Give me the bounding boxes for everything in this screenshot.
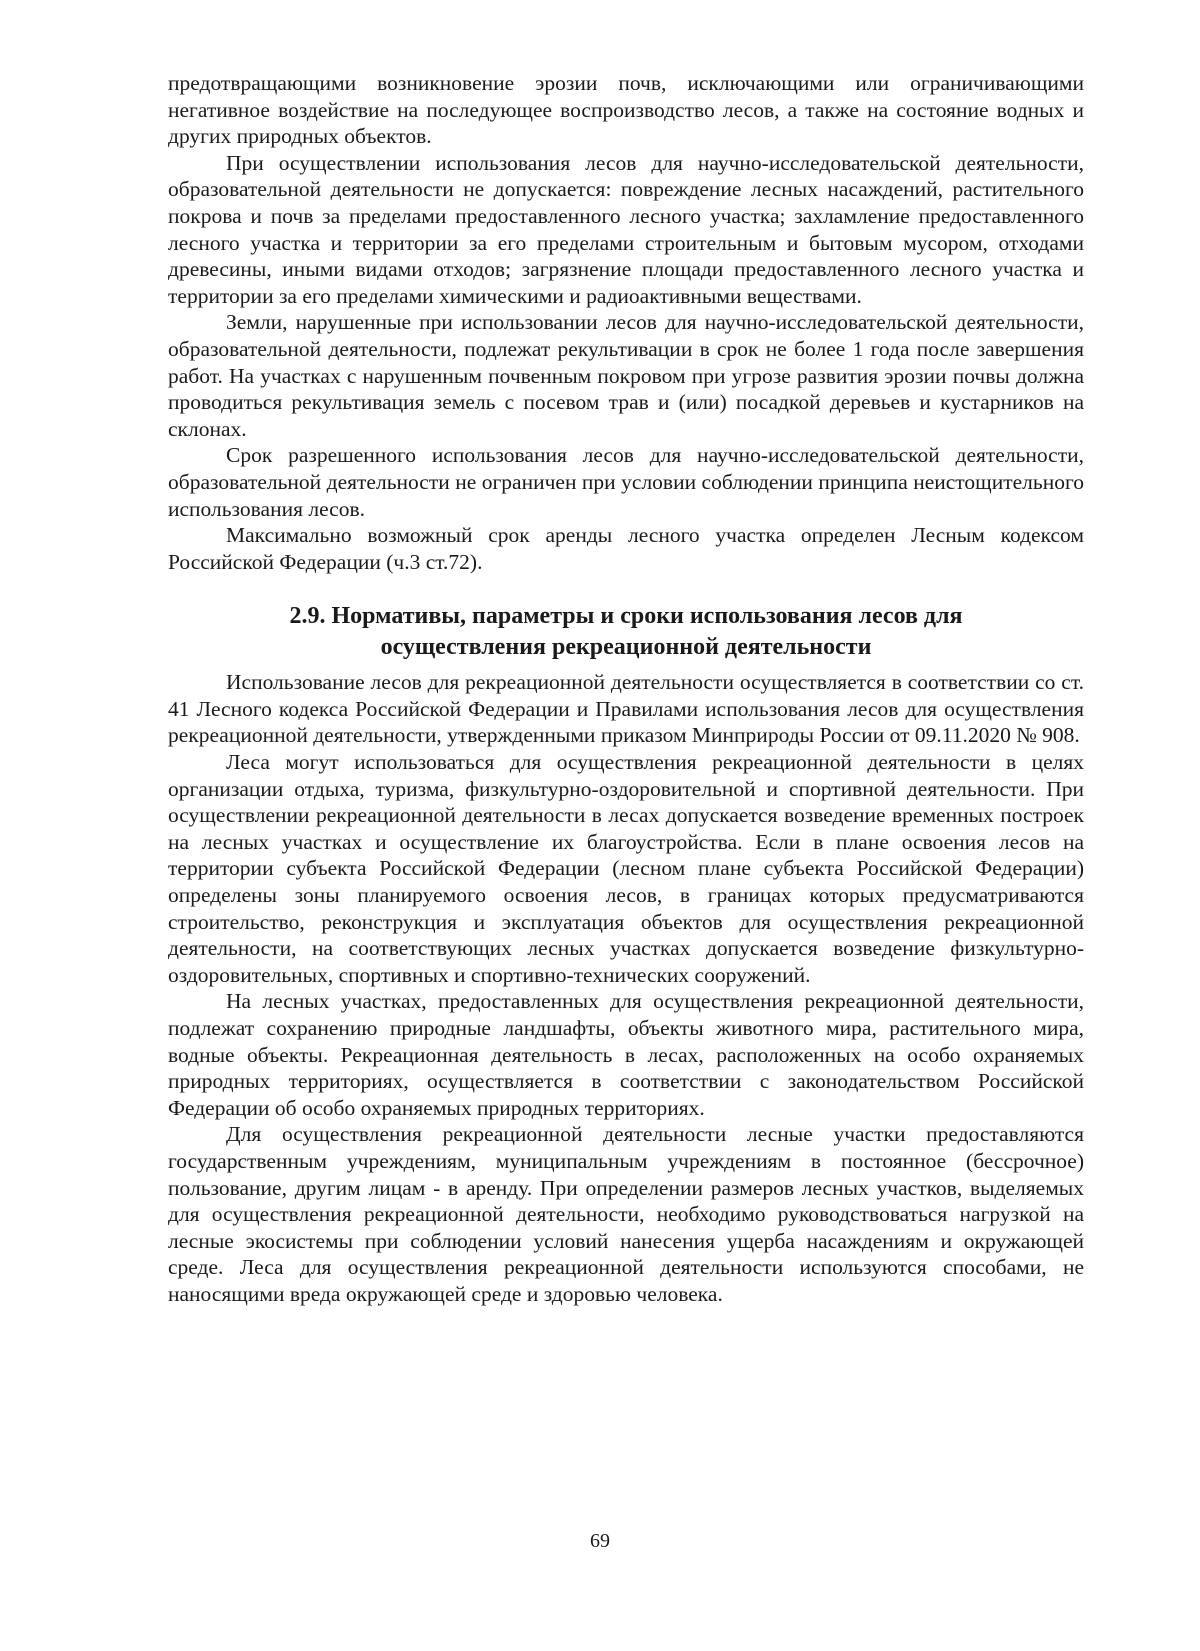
paragraph-recreational-purposes: Леса могут использоваться для осуществления рекреационной деятельности в целях организации отдыха, туризма, физкультурно-оздоровительной и спортивной деятельности. При осуществлении рекреационной деятельности в лесах допускается возведение временных построек на лесных участках и осуществление их благоустройства. Если в плане освоения лесов на территории субъекта Российской Федерации (лесном плане субъекта Российской Федерации) определены зоны планируемого освоения лесов, в границах которых предусматриваются строительство, реконструкция и эксплуатация объектов для осуществления рекреационной деятельности, на соответствующих лесных участках допускается возведение физкультурно-оздоровительных, спортивных и спортивно-технических сооружений. — [168, 750, 1084, 987]
paragraph-plot-provision: Для осуществления рекреационной деятельности лесные участки предоставляются государственным учреждениям, муниципальным учреждениям в постоянное (бессрочное) пользование, другим лицам - в аренду. При определении размеров лесных участков, выделяемых для осуществления рекреационной деятельности, необходимо руководствоваться нагрузкой на лесные экосистемы при соблюдении условий нанесения ущерба насаждениям и окружающей среде. Леса для осуществления рекреационной деятельности используются способами, не наносящими вреда окружающей среде и здоровью человека. — [168, 1122, 1084, 1306]
paragraph-recreational-basis: Использование лесов для рекреационной деятельности осуществляется в соответствии со ст. 41 Лесного кодекса Российской Федерации и Правилами использования лесов для осуществления рекреационной деятельности, утвержденными приказом Минприроды России от 09.11.2020 № 908. — [168, 670, 1084, 748]
section-heading — [168, 601, 1084, 663]
paragraph-lease-term: Максимально возможный срок аренды лесного участка определен Лесным кодексом Российской Федерации (ч.3 ст.72). — [168, 523, 1084, 574]
document-page — [168, 70, 1084, 1308]
paragraph-land-recultivation: Земли, нарушенные при использовании лесов для научно-исследовательской деятельности, образовательной деятельности, подлежат рекультивации в срок не более 1 года после завершения работ. На участках с нарушенным почвенным покровом при угрозе развития эрозии почвы должна проводиться рекультивация земель с посевом трав и (или) посадкой деревьев и кустарников на склонах. — [168, 310, 1084, 441]
page-number: 69 — [590, 1530, 610, 1552]
paragraph-landscape-preservation: На лесных участках, предоставленных для осуществления рекреационной деятельности, подлежат сохранению природные ландшафты, объекты животного мира, растительного мира, водные объекты. Рекреационная деятельность в лесах, расположенных на особо охраняемых природных территориях, осуществляется в соответствии с законодательством Российской Федерации об особо охраняемых природных территориях. — [168, 989, 1084, 1120]
section-heading-line-2: осуществления рекреационной деятельности — [380, 634, 872, 661]
paragraph-research-restrictions: При осуществлении использования лесов для научно-исследовательской деятельности, образовательной деятельности не допускается: повреждение лесных насаждений, растительного покрова и почв за пределами предоставленного лесного участка; захламление предоставленного лесного участка и территории за его пределами строительным и бытовым мусором, отходами древесины, иными видами отходов; загрязнение площади предоставленного лесного участка и территории за его пределами химическими и радиоактивными веществами. — [168, 150, 1084, 308]
section-heading-line-1: 2.9. Нормативы, параметры и сроки использования лесов для — [289, 603, 963, 630]
paragraph-continuation: предотвращающими возникновение эрозии почв, исключающими или ограничивающими негативное воздействие на последующее воспроизводство лесов, а также на состояние водных и других природных объектов. — [168, 71, 1084, 149]
paragraph-use-term: Срок разрешенного использования лесов для научно-исследовательской деятельности, образовательной деятельности не ограничен при условии соблюдении принципа неистощительного использования лесов. — [168, 443, 1084, 521]
